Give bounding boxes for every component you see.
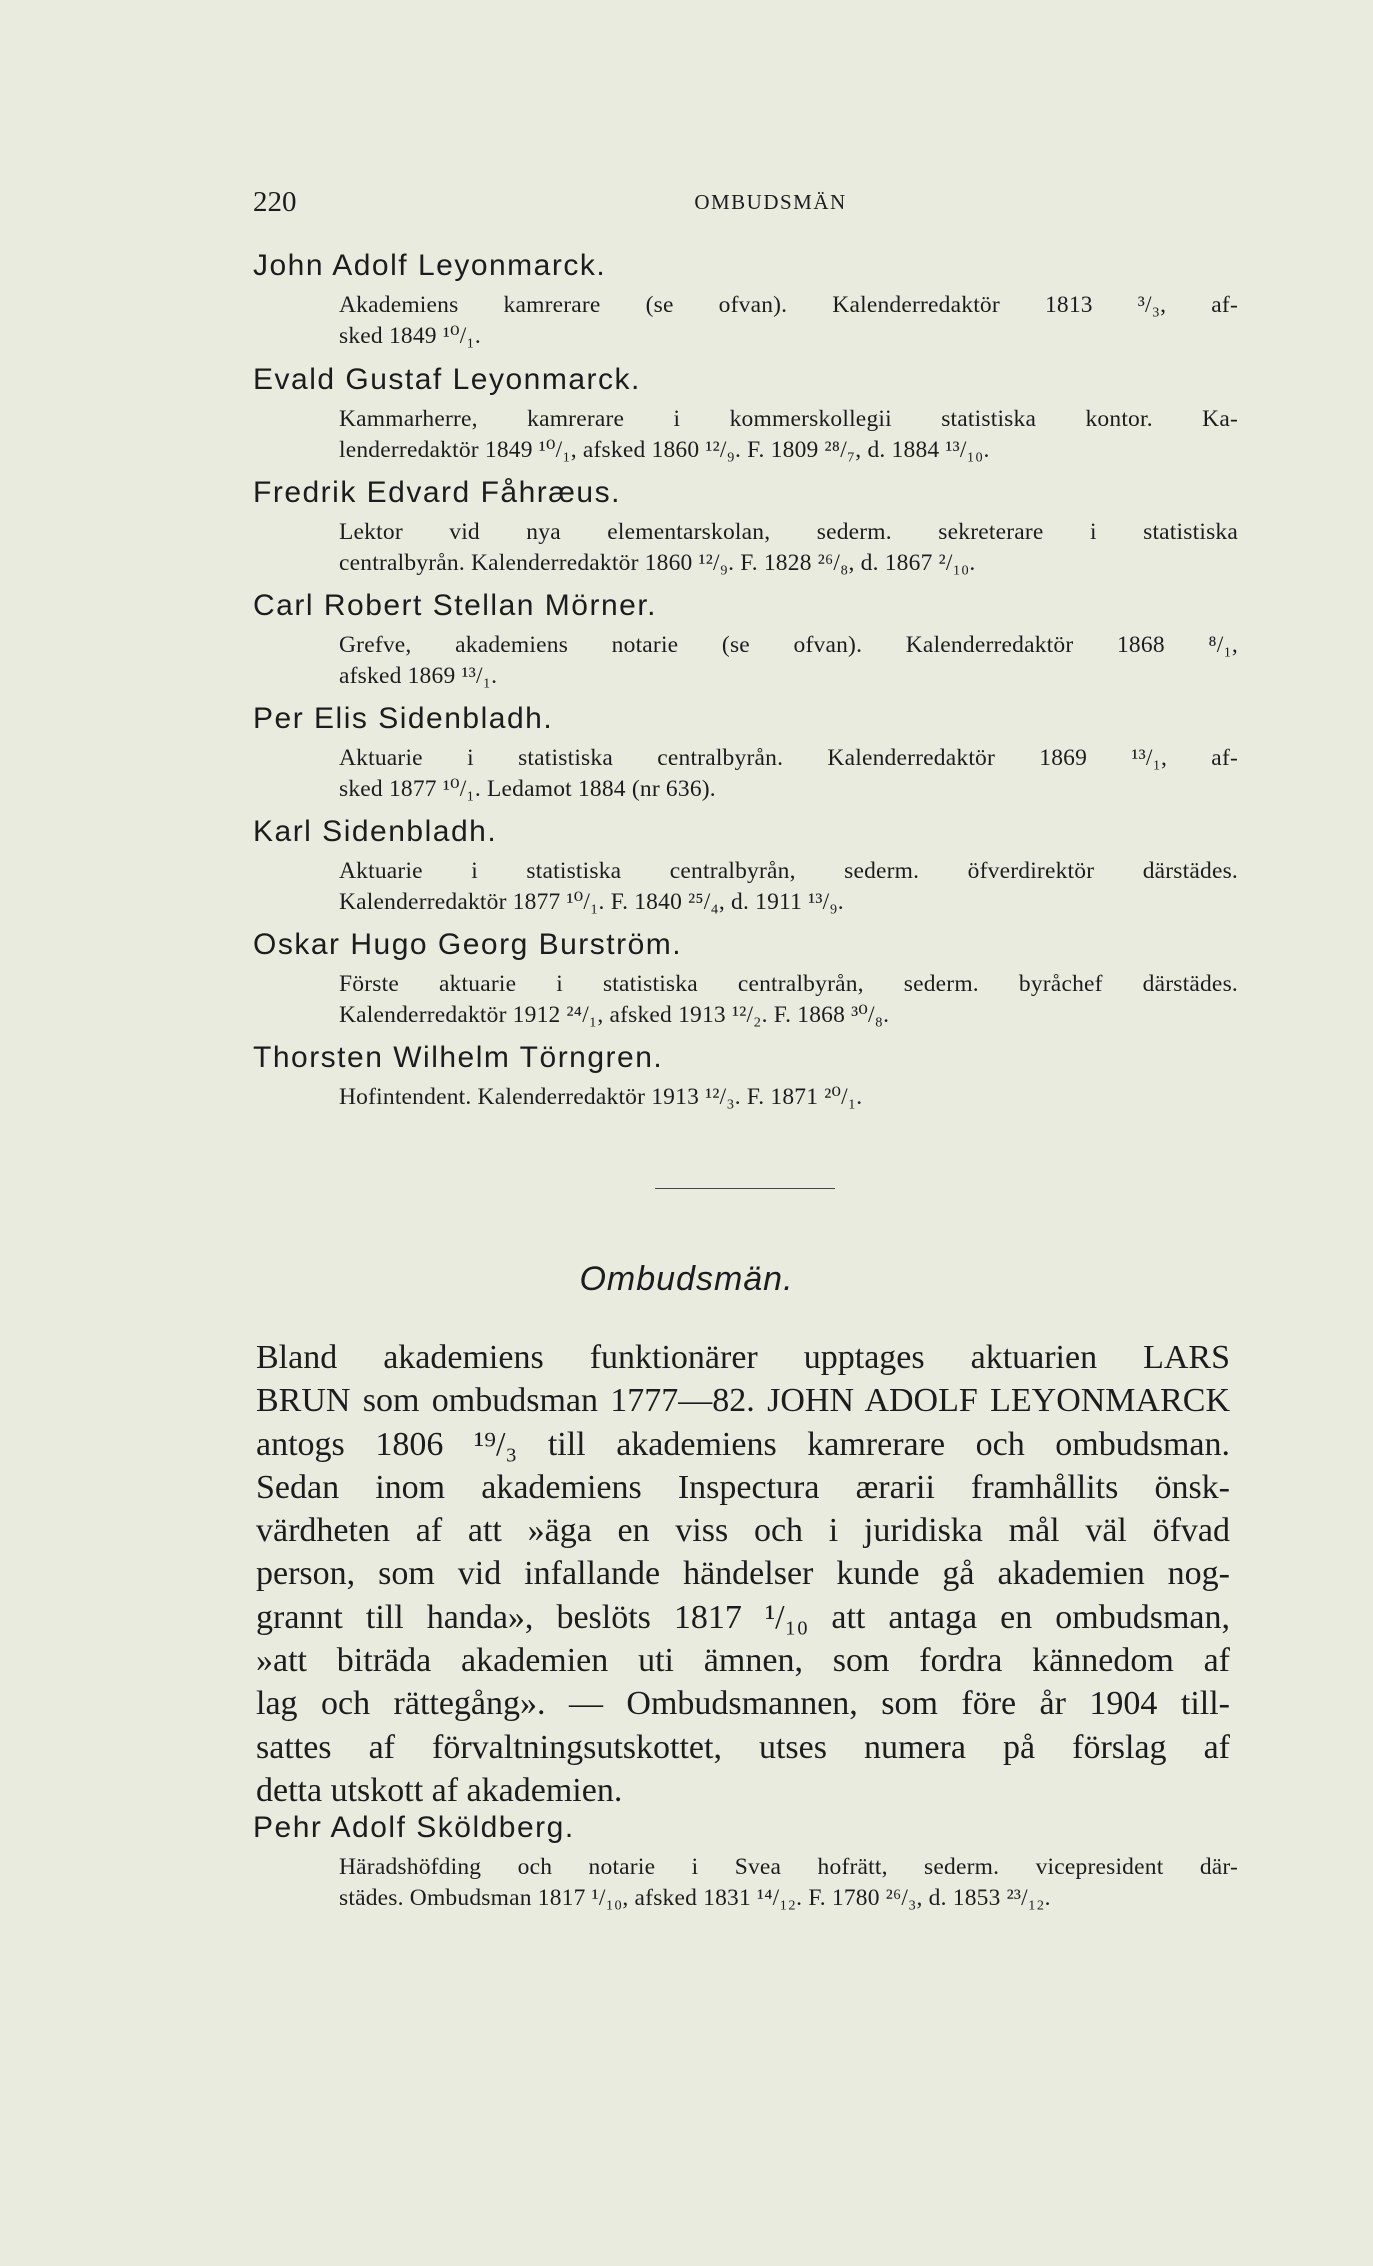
entry-line: Lektor vid nya elementarskolan, sederm. sekreterare i statistiska <box>339 519 1238 545</box>
entry-john-adolf-leyonmarck <box>253 247 1238 352</box>
paragraph-line: lag och rättegång». — Ombudsmannen, som före år 1904 till- <box>256 1685 1230 1723</box>
paragraph-line: »att biträda akademien uti ämnen, som fordra kännedom af <box>256 1642 1230 1680</box>
entry-evald-gustaf-leyonmarck <box>253 361 1238 466</box>
entry-description <box>339 856 1238 918</box>
entry-line: afsked 1869 ¹³/₁. <box>339 663 498 689</box>
paragraph-line: sattes af förvaltningsutskottet, utses numera på förslag af <box>256 1728 1230 1766</box>
entry-line: sked 1849 ¹⁰/₁. <box>339 323 481 349</box>
entry-name: Evald Gustaf Leyonmarck. <box>253 363 641 396</box>
entry-description <box>339 743 1238 805</box>
entry-name: John Adolf Leyonmarck. <box>253 249 607 282</box>
page-number: 220 <box>253 186 297 218</box>
section-divider <box>655 1188 835 1189</box>
entry-line: Kalenderredaktör 1877 ¹⁰/₁. F. 1840 ²⁵/₄, d. 1911 ¹³/₉. <box>339 889 844 915</box>
entry-line: Förste aktuarie i statistiska centralbyrån, sederm. byråchef därstädes. <box>339 971 1238 997</box>
entry-name: Per Elis Sidenbladh. <box>253 702 554 735</box>
entry-oskar-hugo-georg-burstrom <box>253 926 1238 1031</box>
entry-description <box>339 290 1238 352</box>
paragraph-line: detta utskott af akademien. <box>256 1771 623 1809</box>
paragraph-line: Sedan inom akademiens Inspectura ærarii framhållits önsk- <box>256 1468 1230 1506</box>
entry-line: lenderredaktör 1849 ¹⁰/₁, afsked 1860 ¹²/₉. F. 1809 ²⁸/₇, d. 1884 ¹³/₁₀. <box>339 437 990 463</box>
paragraph-line: Bland akademiens funktionärer upptages aktuarien LARS <box>256 1339 1230 1376</box>
entry-line: Kammarherre, kamrerare i kommerskollegii statistiska kontor. Ka- <box>339 406 1238 432</box>
entry-description <box>339 517 1238 579</box>
entry-line: centralbyrån. Kalenderredaktör 1860 ¹²/₉. F. 1828 ²⁶/₈, d. 1867 ²/₁₀. <box>339 550 976 576</box>
entry-carl-robert-stellan-morner <box>253 587 1238 692</box>
entry-name: Oskar Hugo Georg Burström. <box>253 928 683 961</box>
entry-line: städes. Ombudsman 1817 ¹/₁₀, afsked 1831 ¹⁴/₁₂. F. 1780 ²⁶/₃, d. 1853 ²³/₁₂. <box>339 1885 1051 1911</box>
paragraph-line: grannt till handa», beslöts 1817 ¹/₁₀ att antaga en ombudsman, <box>256 1598 1230 1636</box>
paragraph-line: BRUN som ombudsman 1777—82. JOHN ADOLF LEYONMARCK <box>256 1382 1230 1420</box>
entry-thorsten-wilhelm-torngren <box>253 1039 1238 1113</box>
entry-name: Karl Sidenbladh. <box>253 815 498 848</box>
entry-name: Pehr Adolf Sköldberg. <box>253 1811 575 1844</box>
entry-line: Aktuarie i statistiska centralbyrån, sederm. öfverdirektör därstädes. <box>339 858 1238 884</box>
entry-line: Kalenderredaktör 1912 ²⁴/₁, afsked 1913 ¹²/₂. F. 1868 ³⁰/₈. <box>339 1002 890 1028</box>
entry-description <box>339 1852 1238 1914</box>
paragraph-line: värdheten af att »äga en viss och i juridiska mål väl öfvad <box>256 1512 1230 1550</box>
section-paragraph <box>256 1336 1230 1812</box>
paragraph-line: antogs 1806 ¹⁹/₃ till akademiens kamrerare och ombudsman. <box>256 1425 1230 1463</box>
entry-name: Fredrik Edvard Fåhræus. <box>253 476 621 509</box>
entry-line: Hofintendent. Kalenderredaktör 1913 ¹²/₃. F. 1871 ²⁰/₁. <box>339 1084 863 1110</box>
entry-description <box>339 969 1238 1031</box>
paragraph-line: person, som vid infallande händelser kunde gå akademien nog- <box>256 1555 1230 1593</box>
entry-line: Häradshöfding och notarie i Svea hofrätt, sederm. vicepresident där- <box>339 1854 1238 1880</box>
entry-line: Grefve, akademiens notarie (se ofvan). Kalenderredaktör 1868 ⁸/₁, <box>339 632 1238 658</box>
entry-fredrik-edvard-fahraeus <box>253 474 1238 579</box>
entry-description <box>339 630 1238 692</box>
section-title: Ombudsmän. <box>579 1260 794 1298</box>
entry-description <box>339 404 1238 466</box>
entry-per-elis-sidenbladh <box>253 700 1238 805</box>
entry-pehr-adolf-skoldberg <box>253 1809 1238 1914</box>
entry-line: sked 1877 ¹⁰/₁. Ledamot 1884 (nr 636). <box>339 776 716 802</box>
entry-name: Carl Robert Stellan Mörner. <box>253 589 657 622</box>
running-title: OMBUDSMÄN <box>694 190 847 214</box>
entry-line: Akademiens kamrerare (se ofvan). Kalenderredaktör 1813 ³/₃, af- <box>339 292 1238 318</box>
entry-name: Thorsten Wilhelm Törngren. <box>253 1041 664 1074</box>
entry-karl-sidenbladh <box>253 813 1238 918</box>
entry-description <box>339 1082 1238 1113</box>
entry-line: Aktuarie i statistiska centralbyrån. Kalenderredaktör 1869 ¹³/₁, af- <box>339 745 1238 771</box>
page-header <box>253 186 1238 220</box>
